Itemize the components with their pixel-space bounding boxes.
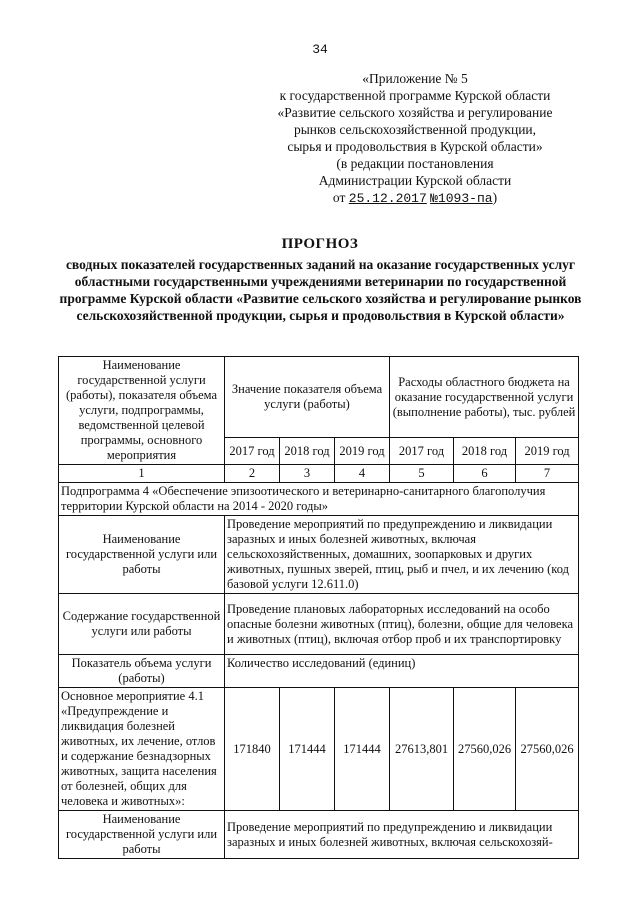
last-service-label: Наименование государственной услуги или работы: [59, 811, 225, 859]
main-event-value: 171444: [335, 688, 390, 811]
subprogram-title: Подпрограмма 4 «Обеспечение эпизоотического и ветеринарно-санитарного благополучия территории Курской области на 2014 - 2020 годы»: [59, 483, 579, 516]
appendix-line: сырья и продовольствия в Курской области»: [287, 139, 543, 154]
subprogram-row: [59, 483, 579, 516]
column-number: 2: [225, 465, 280, 483]
header-values-group: Значение показателя объема услуги (работы): [225, 357, 390, 438]
document-title: ПРОГНОЗ: [281, 236, 359, 252]
column-number: 5: [390, 465, 454, 483]
appendix-line: (в редакции постановления: [336, 156, 494, 171]
year-cell: 2019 год: [516, 438, 579, 465]
appendix-date-line: [250, 189, 580, 207]
column-number: 1: [59, 465, 225, 483]
appendix-line: рынков сельскохозяйственной продукции,: [293, 122, 537, 137]
year-cell: 2017 год: [390, 438, 454, 465]
header-expenses-group: Расходы областного бюджета на оказание государственной услуги (выполнение работы), тыс. рублей: [390, 357, 579, 438]
service-content-label: Содержание государственной услуги или работы: [59, 594, 225, 655]
appendix-line: Администрации Курской области: [318, 173, 512, 188]
service-name-label: Наименование государственной услуги или работы: [59, 516, 225, 594]
last-service-row: [59, 811, 579, 859]
table-column-numbers-row: [59, 465, 579, 483]
column-number: 6: [454, 465, 516, 483]
year-cell: 2018 год: [454, 438, 516, 465]
last-service-value: Проведение мероприятий по предупреждению и ликвидации заразных и иных болезней животных, включая сельскохозяй-: [225, 811, 579, 859]
year-cell: 2018 год: [280, 438, 335, 465]
table-header-row: [59, 357, 579, 438]
column-number: 7: [516, 465, 579, 483]
main-event-value: 27560,026: [516, 688, 579, 811]
document-subtitle: сводных показателей государственных заданий на оказание государственных услуг областными государственными учреждениями ветеринарии по государственной программе Курской области «Развитие сельского хозяйства и регулирование рынков сельскохозяйственной продукции, сырья и продовольствия в Курской области»: [59, 257, 582, 323]
page-number: 34: [312, 42, 328, 57]
main-event-value: 27613,801: [390, 688, 454, 811]
appendix-line: «Развитие сельского хозяйства и регулирование: [277, 105, 553, 120]
appendix-line: к государственной программе Курской области: [279, 88, 551, 103]
service-name-row: [59, 516, 579, 594]
indicator-value: Количество исследований (единиц): [225, 655, 579, 688]
indicator-label: Показатель объема услуги (работы): [59, 655, 225, 688]
appendix-line: «Приложение № 5: [362, 71, 468, 86]
year-cell: 2017 год: [225, 438, 280, 465]
header-name-col: Наименование государственной услуги (работы), показателя объема услуги, подпрограммы, ведомственной целевой программы, основного мероприятия: [59, 357, 225, 465]
date-prefix: от: [332, 190, 346, 205]
main-event-value: 171840: [225, 688, 280, 811]
appendix-header: [250, 70, 580, 207]
main-event-row: [59, 688, 579, 811]
decree-number: №1093-па: [430, 191, 493, 206]
service-content-row: [59, 594, 579, 655]
indicator-row: [59, 655, 579, 688]
column-number: 3: [280, 465, 335, 483]
forecast-table: [58, 356, 579, 859]
year-cell: 2019 год: [335, 438, 390, 465]
date-suffix: ): [492, 190, 498, 205]
service-name-value: Проведение мероприятий по предупреждению и ликвидации заразных и иных болезней животных, включая сельскохозяйственных, домашних, зоопарковых и других животных, пушных зверей, птиц, рыб и пчел, и их лечению (код базовой услуги 12.611.0): [225, 516, 579, 594]
main-event-value: 27560,026: [454, 688, 516, 811]
main-event-value: 171444: [280, 688, 335, 811]
decree-date: 25.12.2017: [348, 191, 427, 206]
service-content-value: Проведение плановых лабораторных исследований на особо опасные болезни животных (птиц), болезни, общие для человека и животных (птиц), включая отбор проб и их транспортировку: [225, 594, 579, 655]
main-event-label: Основное мероприятие 4.1 «Предупреждение и ликвидация болезней животных, их лечение, отлов и содержание безнадзорных животных, защита населения от болезней, общих для человека и животных»:: [59, 688, 225, 811]
column-number: 4: [335, 465, 390, 483]
